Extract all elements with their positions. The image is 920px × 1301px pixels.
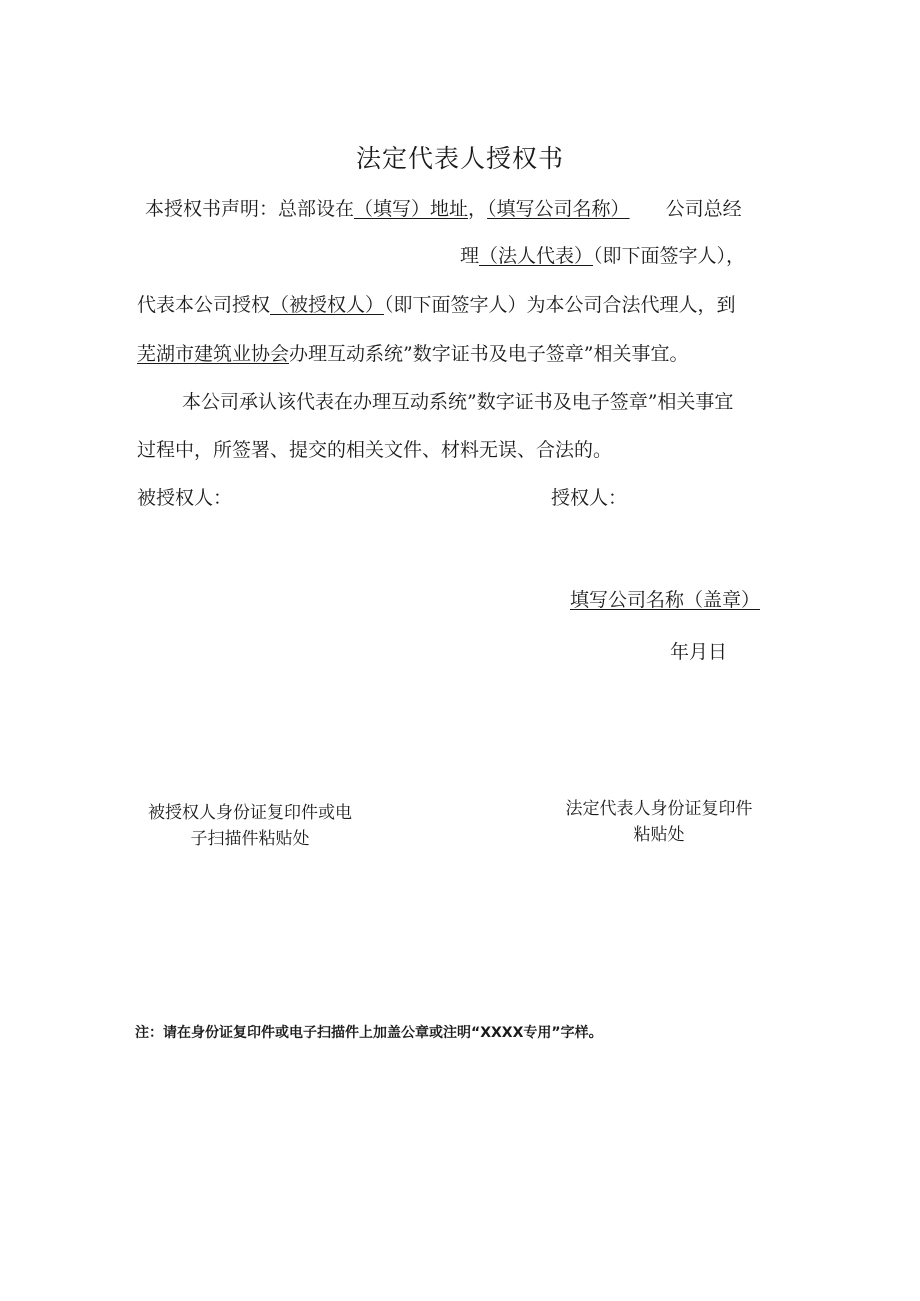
company-seal-line: 填写公司名称（盖章） bbox=[570, 589, 761, 611]
paste-area-label: 子扫描件粘贴处 bbox=[190, 829, 310, 849]
paste-area-label: 粘贴处 bbox=[633, 825, 685, 845]
declaration-text: 理 bbox=[460, 245, 480, 267]
declaration-text: ， bbox=[468, 198, 488, 220]
address-field: （填写）地址 bbox=[354, 198, 469, 220]
paste-area-label: 被授权人身份证复印件或电 bbox=[148, 803, 352, 823]
authorized-person-label: 被授权人： bbox=[137, 487, 233, 509]
authorized-person-field: （被授权人） bbox=[270, 294, 385, 316]
footnote: 注：请在身份证复印件或电子扫描件上加盖公章或注明“XXXX专用”字样。 bbox=[135, 1025, 603, 1041]
declaration-line-2 bbox=[460, 243, 745, 269]
date-line: 年月日 bbox=[670, 641, 728, 663]
declaration-text: 公司总经 bbox=[665, 198, 742, 220]
legal-representative-field: （法人代表） bbox=[479, 245, 594, 267]
declaration-line-1 bbox=[145, 196, 742, 222]
declaration-text: 本授权书声明：总部设在 bbox=[145, 198, 355, 220]
declaration-text: 代表本公司授权 bbox=[137, 294, 271, 316]
paste-area-label: 法定代表人身份证复印件 bbox=[565, 799, 753, 819]
page-title: 法定代表人授权书 bbox=[355, 144, 564, 173]
declaration-line-3 bbox=[137, 292, 736, 318]
commitment-line-1: 本公司承认该代表在办理互动系统”数字证书及电子签章”相关事宜 bbox=[182, 391, 734, 413]
association-name: 芜湖市建筑业协会 bbox=[137, 343, 290, 365]
declaration-text: （即下面签字人）为本公司合法代理人，到 bbox=[384, 294, 736, 316]
declaration-text: 办理互动系统”数字证书及电子签章”相关事宜。 bbox=[289, 343, 689, 365]
declaration-line-4 bbox=[137, 341, 688, 367]
company-name-field: （填写公司名称） bbox=[487, 198, 630, 220]
authorized-id-paste-area bbox=[137, 800, 363, 852]
commitment-line-2: 过程中，所签署、提交的相关文件、材料无误、合法的。 bbox=[137, 439, 613, 461]
grantor-label: 授权人： bbox=[551, 487, 628, 509]
declaration-text: （即下面签字人）， bbox=[593, 245, 746, 267]
legal-rep-id-paste-area bbox=[555, 796, 763, 848]
